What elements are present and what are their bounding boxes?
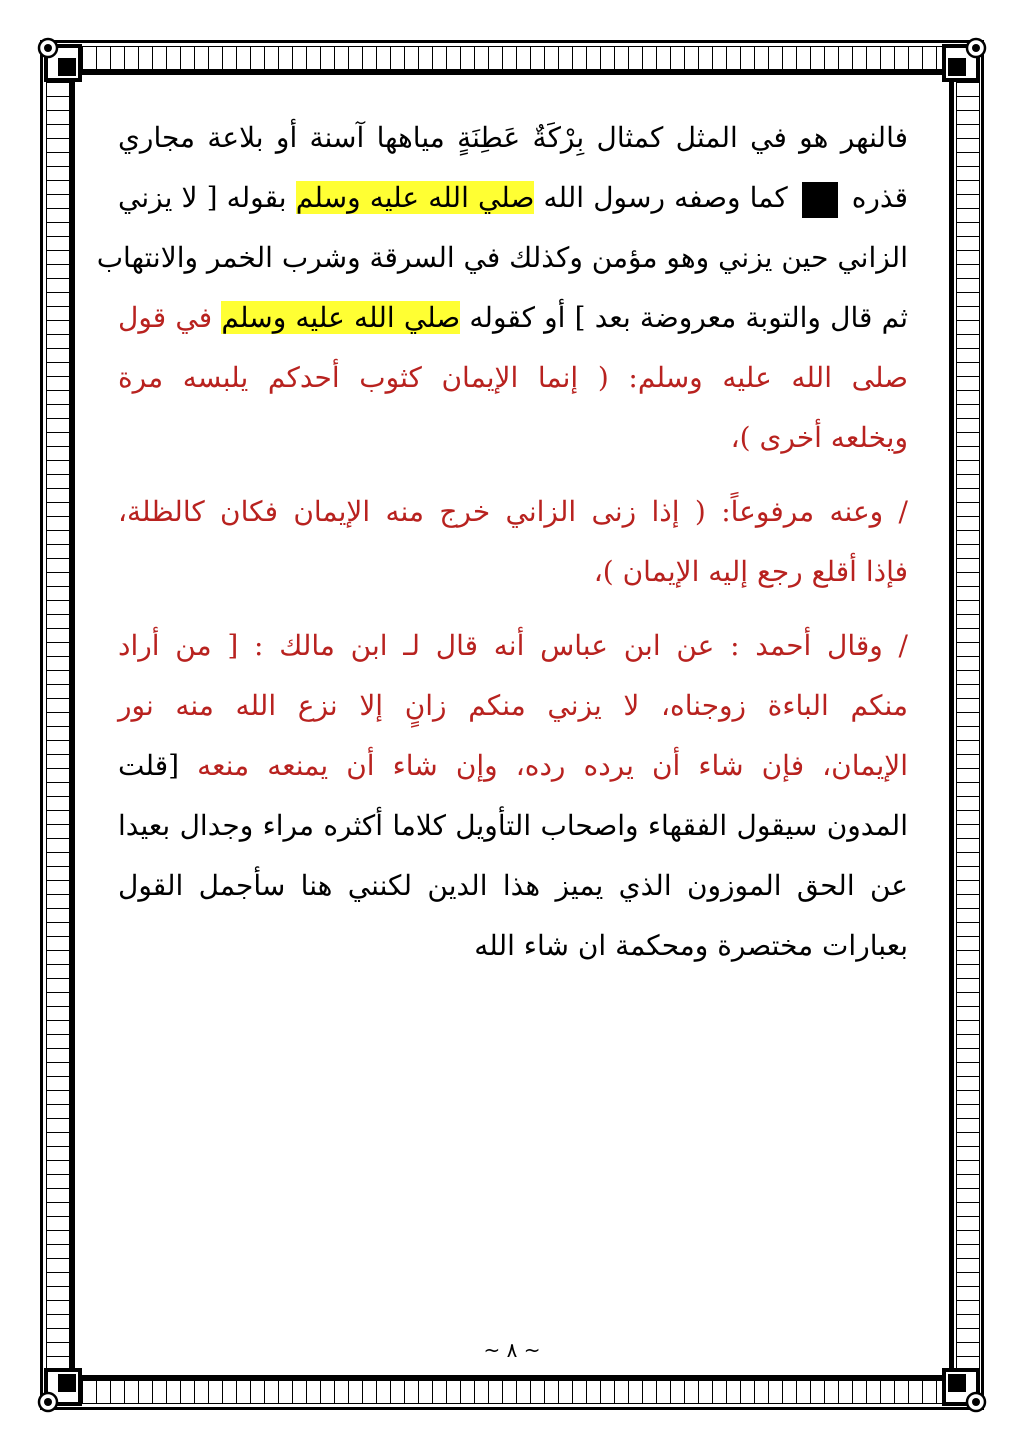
red-phrase: في قول: [118, 301, 213, 334]
line-segment: قذره: [851, 181, 909, 214]
line-segment: ثم قال والتوبة معروضة بعد ] أو كقوله: [469, 301, 909, 334]
hadith-line: فإذا أقلع رجع إليه الإيمان )،: [593, 555, 908, 588]
body-text: [96, 108, 909, 976]
text-line: الزاني حين يزني وهو مؤمن وكذلك في السرقة وشرب الخمر والانتهاب: [96, 241, 908, 274]
text-line: فالنهر هو في المثل كمثال بِرْكَةٌ عَطِنَةٍ مياهها آسنة أو بلاعة مجاري: [118, 121, 908, 154]
line-segment: [قلت: [118, 749, 180, 782]
page-number: ~ ٨ ~: [483, 1338, 541, 1362]
hadith-line: منكم الباءة زوجناه، لا يزني منكم زانٍ إلا نزع الله منه نور: [118, 689, 908, 722]
text-line: عن الحق الموزون الذي يميز هذا الدين لكنني هنا سأجمل القول: [118, 869, 908, 902]
highlighted-phrase: صلي الله عليه وسلم: [295, 181, 535, 214]
hadith-line: صلى الله عليه وسلم: ( إنما الإيمان كثوب أحدكم يلبسه مرة: [118, 361, 908, 394]
corner-ornament-icon: [938, 36, 988, 86]
hadith-line: / وعنه مرفوعاً: ( إذا زنى الزاني خرج منه الإيمان فكان كالظلة،: [118, 495, 908, 528]
frame-band-bottom: [68, 1380, 956, 1404]
hadith-line: / وقال أحمد : عن ابن عباس أنه قال لـ ابن مالك : [ من أراد: [118, 629, 908, 662]
line-segment: بقوله [ لا يزني: [118, 181, 287, 214]
line-segment: كما وصفه رسول الله: [543, 181, 788, 214]
highlighted-phrase: صلي الله عليه وسلم: [221, 301, 461, 334]
black-square-icon: [802, 182, 838, 218]
text-line: بعبارات مختصرة ومحكمة ان شاء الله: [474, 929, 908, 962]
text-line: المدون سيقول الفقهاء واصحاب التأويل كلاما أكثره مراء وجدال بعيدا: [118, 809, 908, 842]
frame-band-right: [956, 68, 980, 1382]
corner-ornament-icon: [938, 1364, 988, 1414]
corner-ornament-icon: [36, 36, 86, 86]
text-line: [118, 736, 908, 796]
text-line: [118, 168, 908, 228]
hadith-line: ويخلعه أخرى )،: [730, 421, 908, 454]
frame-band-top: [68, 46, 956, 70]
corner-ornament-icon: [36, 1364, 86, 1414]
text-line: [118, 288, 908, 348]
red-phrase: الإيمان، فإن شاء أن يرده رده، وإن شاء أن يمنعه منعه: [197, 749, 909, 782]
frame-band-left: [46, 68, 70, 1382]
